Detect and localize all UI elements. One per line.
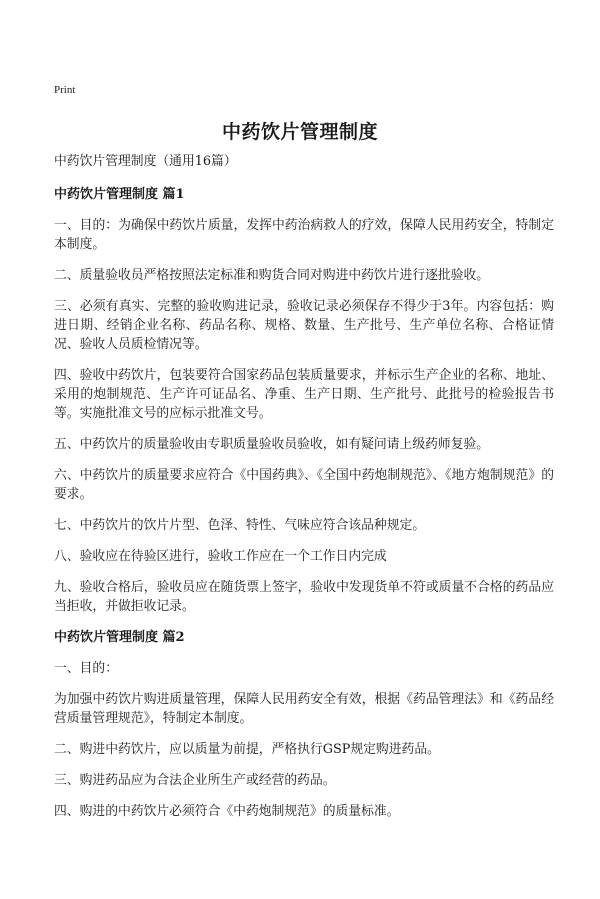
- document-subtitle: 中药饮片管理制度（通用16篇）: [54, 154, 237, 169]
- paragraph: 四、验收中药饮片，包装要符合国家药品包装质量要求，并标示生产企业的名称、地址、采用的炮制规范、生产许可证品名、净重、生产日期、生产批号、此批号的检验报告书等。实施批准文号的应标示批准文号。: [54, 368, 554, 421]
- section-heading: 中药饮片管理制度 篇2: [54, 630, 185, 645]
- section-heading: 中药饮片管理制度 篇1: [54, 187, 185, 202]
- paragraph: 八、验收应在待验区进行，验收工作应在一个工作日内完成: [54, 549, 387, 564]
- paragraph: 二、质量验收员严格按照法定标准和购货合同对购进中药饮片进行逐批验收。: [54, 268, 490, 283]
- section-1: [54, 185, 554, 616]
- paragraph: 一、目的：为确保中药饮片质量，发挥中药治病救人的疗效，保障人民用药安全，特制定本制度。: [54, 218, 554, 252]
- document-body: [54, 152, 554, 833]
- section-2: [54, 628, 554, 821]
- paragraph: 二、购进中药饮片，应以质量为前提，严格执行GSP规定购进药品。: [54, 742, 440, 757]
- paragraph: 六、中药饮片的质量要求应符合《中国药典》、《全国中药炮制规范》、《地方炮制规范》的要求。: [54, 468, 554, 502]
- paragraph: 九、验收合格后，验收员应在随货票上签字，验收中发现货单不符或质量不合格的药品应当拒收，并做拒收记录。: [54, 580, 554, 614]
- print-label: Print: [54, 84, 76, 96]
- paragraph: 三、必须有真实、完整的验收购进记录，验收记录必须保存不得少于3年。内容包括：购进日期、经销企业名称、药品名称、规格、数量、生产批号、生产单位名称、合格证情况、验收人员质检情况等。: [54, 299, 554, 352]
- paragraph: 一、目的：: [54, 661, 118, 676]
- document-title: 中药饮片管理制度: [221, 121, 378, 143]
- paragraph: 为加强中药饮片购进质量管理，保障人民用药安全有效，根据《药品管理法》和《药品经营质量管理规范》，特制定本制度。: [54, 692, 554, 726]
- paragraph: 四、购进的中药饮片必须符合《中药炮制规范》的质量标准。: [54, 804, 400, 819]
- paragraph: 三、购进药品应为合法企业所生产或经营的药品。: [54, 773, 336, 788]
- paragraph: 五、中药饮片的质量验收由专职质量验收员验收，如有疑问请上级药师复验。: [54, 437, 490, 452]
- paragraph: 七、中药饮片的饮片片型、色泽、特性、气味应符合该品种规定。: [54, 518, 426, 533]
